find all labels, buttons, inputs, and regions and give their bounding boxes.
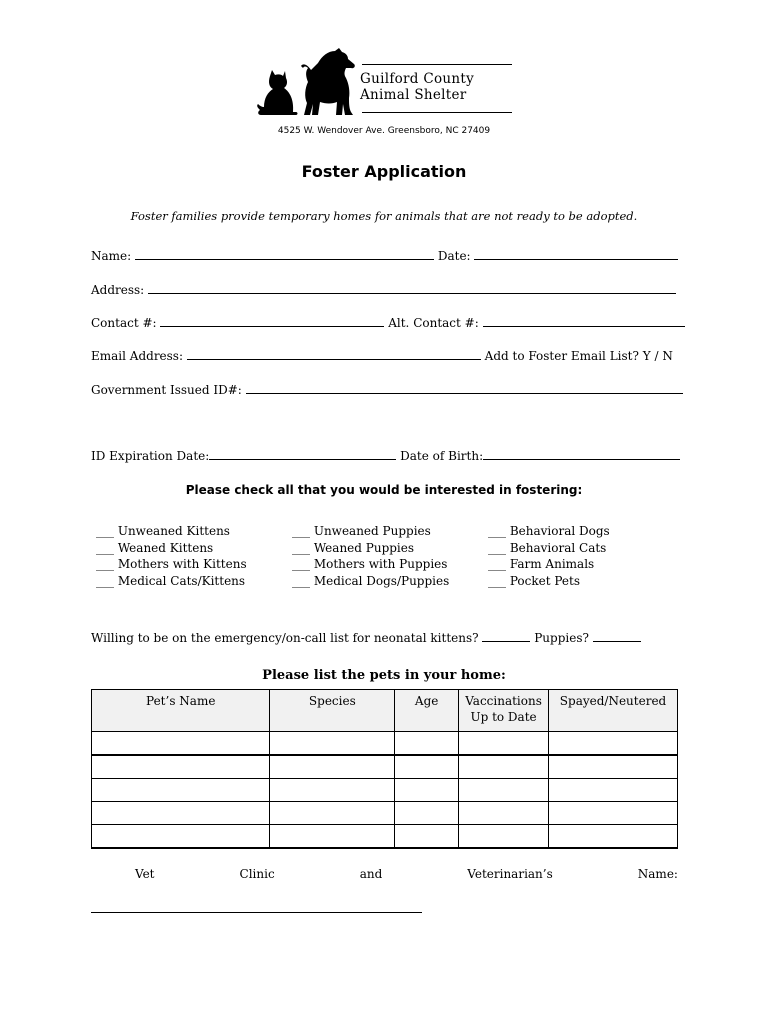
form-intro: Foster families provide temporary homes for animals that are not ready to be adopted. bbox=[130, 209, 638, 223]
name-label: Name: bbox=[91, 249, 132, 263]
table-cell[interactable] bbox=[395, 755, 459, 779]
gov-id-label: Government Issued ID#: bbox=[91, 383, 242, 397]
oncall-puppies-field[interactable] bbox=[593, 629, 641, 642]
email-list-options[interactable]: Y / N bbox=[642, 349, 673, 363]
table-cell[interactable] bbox=[92, 825, 270, 849]
pets-table-header bbox=[92, 690, 678, 732]
table-cell[interactable] bbox=[549, 802, 678, 825]
col-species: Species bbox=[270, 690, 395, 732]
table-cell[interactable] bbox=[270, 755, 395, 779]
oncall-question: Willing to be on the emergency/on-call list for neonatal kittens? bbox=[91, 631, 479, 645]
table-row bbox=[92, 802, 678, 825]
interest-item[interactable]: ___ Weaned Puppies bbox=[292, 540, 415, 555]
table-cell[interactable] bbox=[549, 779, 678, 802]
contact-field[interactable] bbox=[160, 314, 384, 327]
contact-row bbox=[91, 314, 677, 330]
oncall-row bbox=[91, 629, 641, 645]
pets-table bbox=[91, 689, 678, 849]
table-cell[interactable] bbox=[395, 802, 459, 825]
date-label: Date: bbox=[437, 249, 471, 263]
table-cell[interactable] bbox=[270, 732, 395, 756]
table-cell[interactable] bbox=[395, 779, 459, 802]
table-cell[interactable] bbox=[92, 755, 270, 779]
alt-contact-label: Alt. Contact #: bbox=[388, 316, 479, 330]
table-cell[interactable] bbox=[395, 732, 459, 756]
table-cell[interactable] bbox=[549, 825, 678, 849]
vet-word: Clinic bbox=[239, 867, 275, 881]
shelter-logo bbox=[256, 46, 514, 120]
vet-name-field[interactable] bbox=[91, 912, 422, 913]
contact-label: Contact #: bbox=[91, 316, 157, 330]
table-cell[interactable] bbox=[459, 779, 549, 802]
vet-word: Vet bbox=[135, 867, 155, 881]
table-row bbox=[92, 732, 678, 756]
gov-id-row bbox=[91, 381, 677, 397]
id-exp-field[interactable] bbox=[209, 447, 396, 460]
email-list-label: Add to Foster Email List? bbox=[484, 349, 639, 363]
table-cell[interactable] bbox=[92, 802, 270, 825]
interest-item[interactable]: ___ Mothers with Kittens bbox=[96, 557, 247, 571]
form-title: Foster Application bbox=[301, 162, 467, 181]
cat-and-dog-silhouette-icon bbox=[256, 46, 360, 118]
interest-item[interactable]: ___ Medical Cats/Kittens bbox=[96, 573, 246, 588]
interest-item[interactable]: ___ Unweaned Kittens bbox=[96, 524, 230, 538]
shelter-address: 4525 W. Wendover Ave. Greensboro, NC 27409 bbox=[277, 126, 491, 136]
table-row bbox=[92, 755, 678, 779]
logo-rule-top bbox=[362, 64, 512, 65]
table-cell[interactable] bbox=[459, 755, 549, 779]
table-cell[interactable] bbox=[92, 779, 270, 802]
interest-item[interactable]: ___ Medical Dogs/Puppies bbox=[292, 573, 450, 588]
logo-rule-bottom bbox=[362, 112, 512, 113]
org-name-line2: Animal Shelter bbox=[360, 87, 467, 103]
table-cell[interactable] bbox=[92, 732, 270, 756]
table-row bbox=[92, 779, 678, 802]
oncall-kittens-field[interactable] bbox=[482, 629, 530, 642]
table-cell[interactable] bbox=[270, 825, 395, 849]
address-field[interactable] bbox=[148, 281, 676, 294]
table-row bbox=[92, 825, 678, 849]
vet-word: and bbox=[359, 867, 383, 881]
table-cell[interactable] bbox=[270, 802, 395, 825]
name-date-row bbox=[91, 247, 677, 263]
table-cell[interactable] bbox=[459, 825, 549, 849]
interest-column-cats bbox=[96, 523, 247, 589]
pets-heading: Please list the pets in your home: bbox=[262, 668, 506, 683]
col-vaccinations: Vaccinations Up to Date bbox=[459, 690, 549, 732]
interest-item[interactable]: ___ Farm Animals bbox=[488, 557, 595, 571]
dob-label: Date of Birth: bbox=[400, 449, 484, 463]
date-field[interactable] bbox=[474, 247, 678, 260]
col-pet-name: Pet’s Name bbox=[92, 690, 270, 732]
interest-item[interactable]: ___ Behavioral Cats bbox=[488, 540, 607, 555]
name-field[interactable] bbox=[135, 247, 434, 260]
interest-item[interactable]: ___ Pocket Pets bbox=[488, 573, 580, 588]
oncall-puppies-label: Puppies? bbox=[534, 631, 589, 645]
email-label: Email Address: bbox=[91, 349, 184, 363]
col-age: Age bbox=[395, 690, 459, 732]
gov-id-field[interactable] bbox=[246, 381, 683, 394]
vet-word: Veterinarian’s bbox=[467, 867, 553, 881]
interest-item[interactable]: ___ Unweaned Puppies bbox=[292, 524, 431, 538]
interest-column-dogs bbox=[292, 523, 449, 589]
address-label: Address: bbox=[91, 283, 145, 297]
vet-name-label bbox=[91, 867, 678, 881]
table-cell[interactable] bbox=[459, 732, 549, 756]
interest-item[interactable]: ___ Behavioral Dogs bbox=[488, 524, 610, 538]
org-name-line1: Guilford County bbox=[360, 71, 475, 87]
id-exp-label: ID Expiration Date: bbox=[91, 449, 210, 463]
interest-item[interactable]: ___ Mothers with Puppies bbox=[292, 557, 448, 571]
interest-heading: Please check all that you would be interested in fostering: bbox=[185, 483, 583, 497]
vet-word: Name: bbox=[637, 867, 678, 881]
table-cell[interactable] bbox=[395, 825, 459, 849]
address-row bbox=[91, 281, 677, 297]
dob-field[interactable] bbox=[483, 447, 680, 460]
alt-contact-field[interactable] bbox=[483, 314, 685, 327]
email-field[interactable] bbox=[187, 347, 481, 360]
id-exp-dob-row bbox=[91, 447, 677, 463]
table-cell[interactable] bbox=[459, 802, 549, 825]
table-cell[interactable] bbox=[270, 779, 395, 802]
col-spayed-neutered: Spayed/Neutered bbox=[549, 690, 678, 732]
table-cell[interactable] bbox=[549, 755, 678, 779]
table-cell[interactable] bbox=[549, 732, 678, 756]
interest-column-other bbox=[488, 523, 610, 589]
interest-item[interactable]: ___ Weaned Kittens bbox=[96, 540, 214, 555]
email-row bbox=[91, 347, 677, 363]
